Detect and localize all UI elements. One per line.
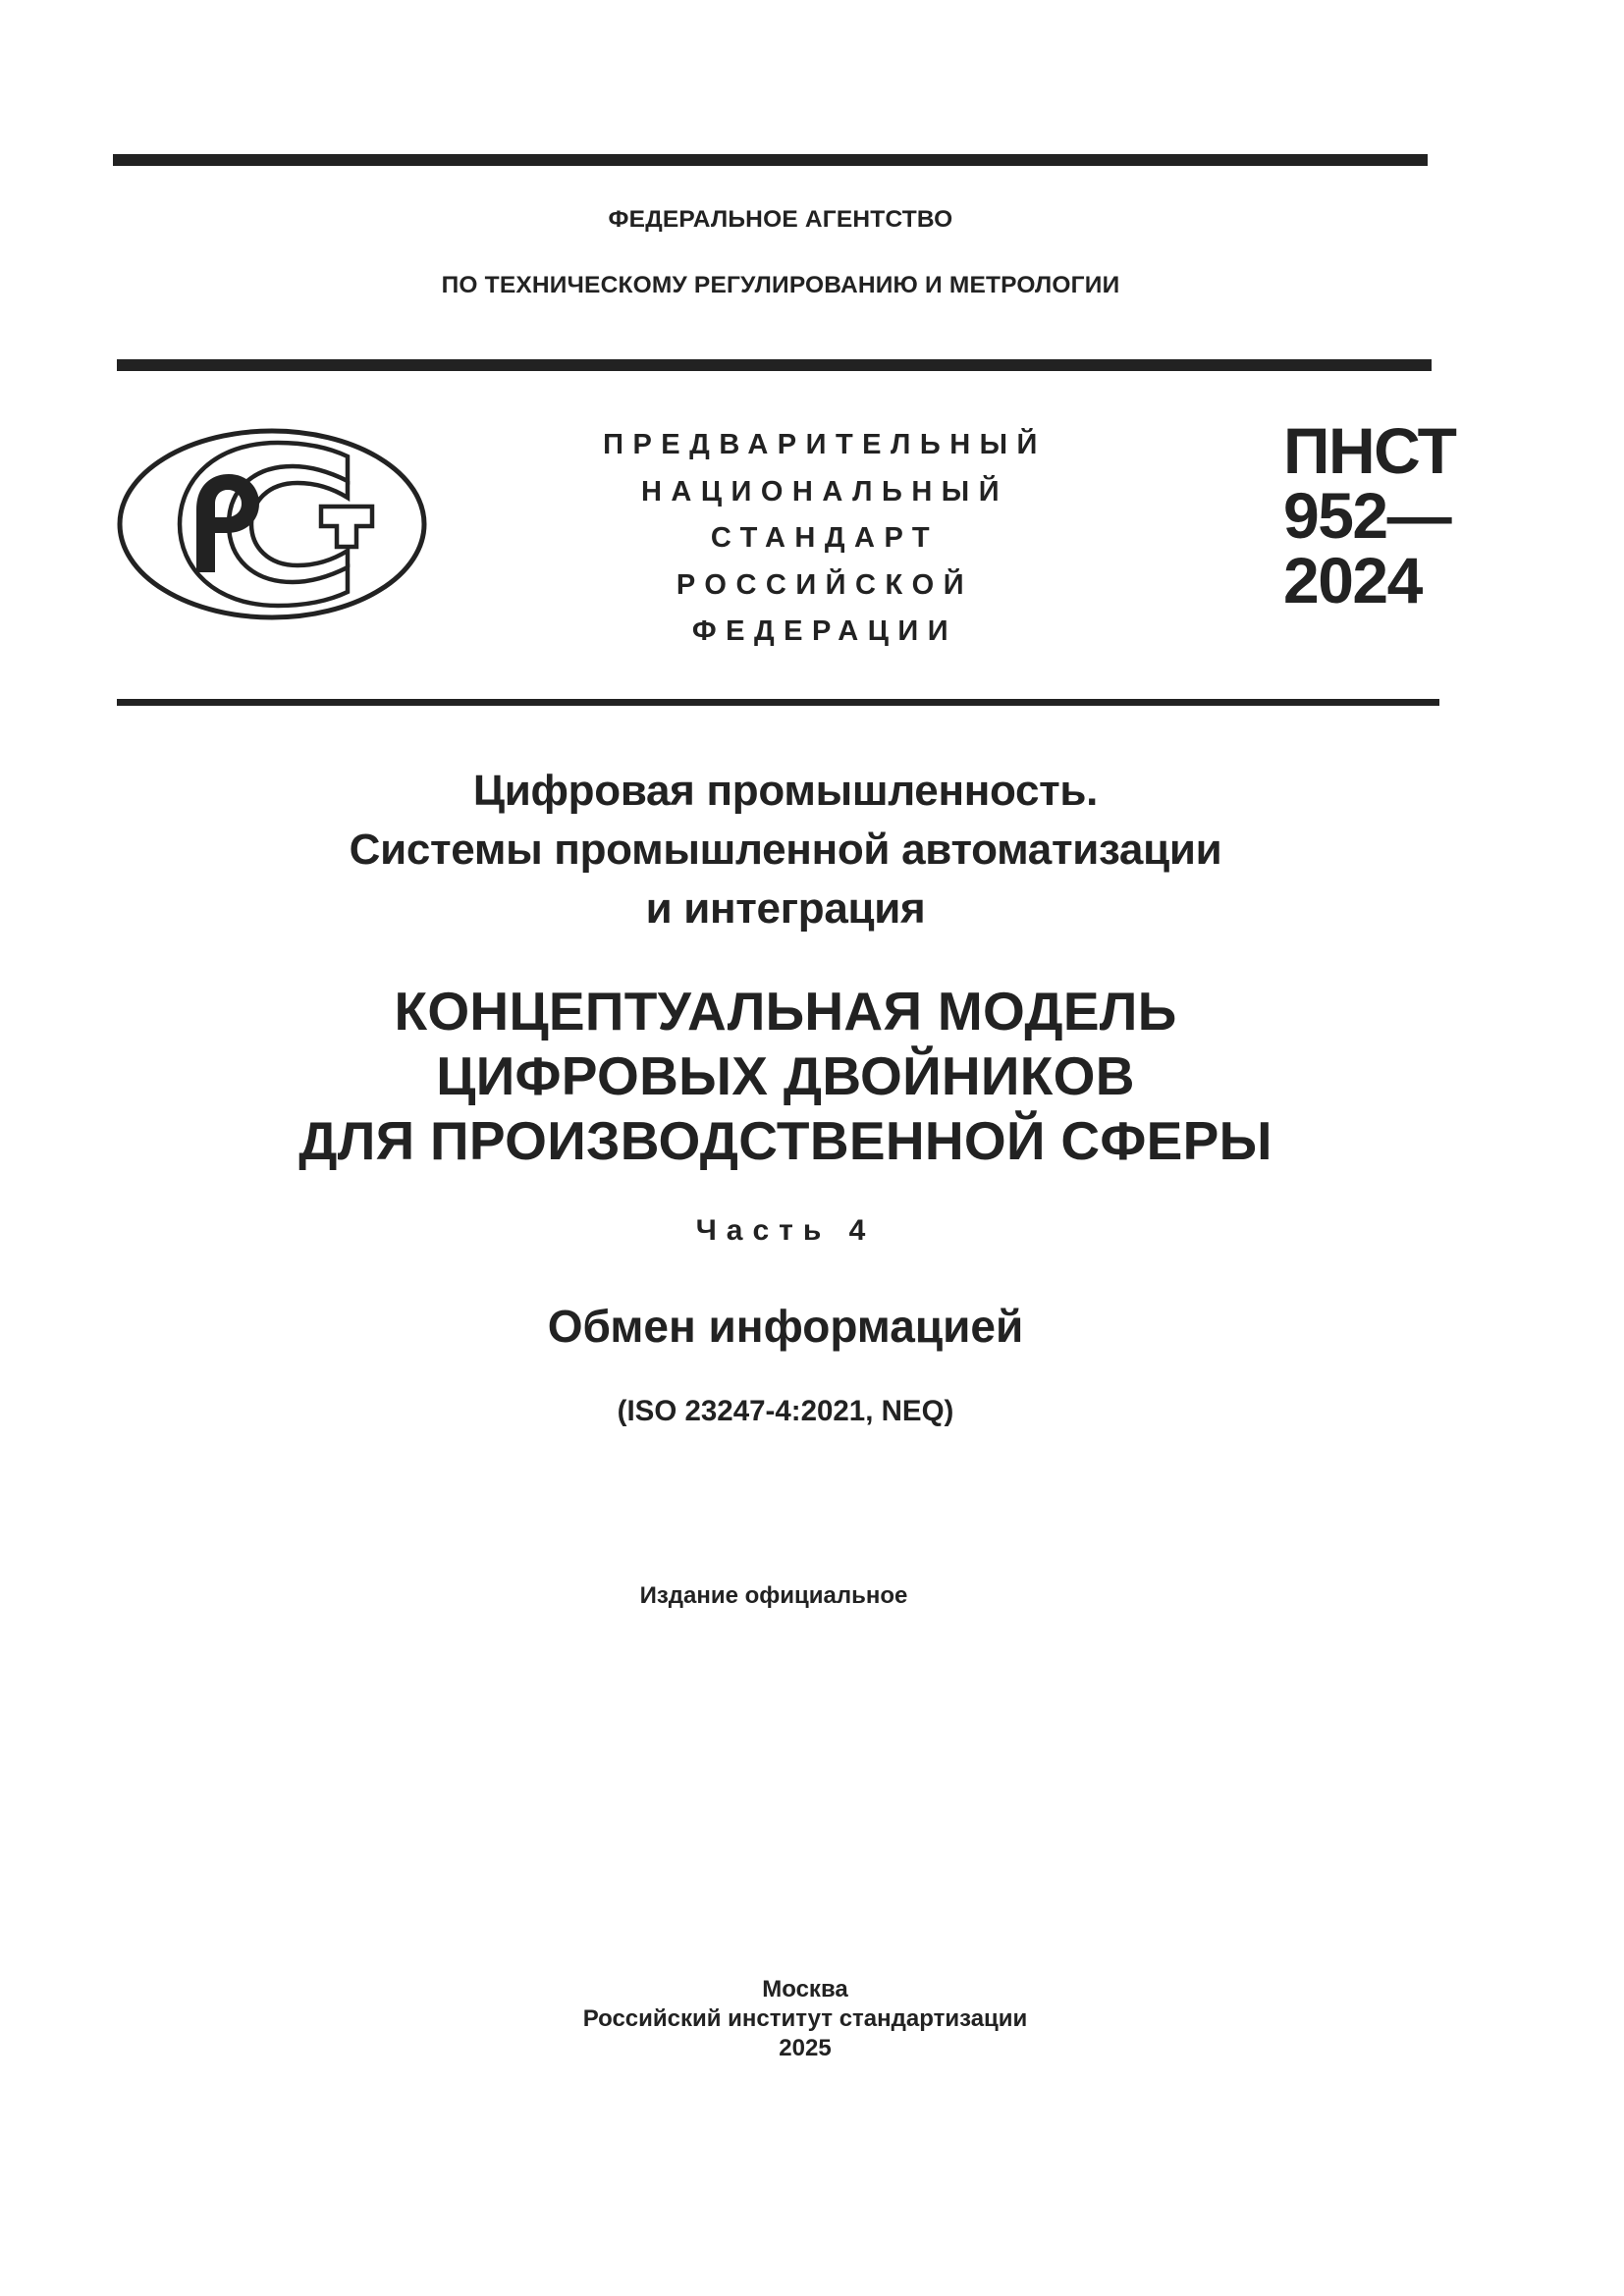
standard-type-line: РОССИЙСКОЙ xyxy=(676,568,974,601)
standard-type-line: ПРЕДВАРИТЕЛЬНЫЙ xyxy=(603,429,1047,460)
official-edition-label: Издание официальное xyxy=(639,1582,908,1609)
standard-designation xyxy=(1283,414,1480,616)
gost-rst-emblem-icon xyxy=(116,427,430,623)
designation-line: ПНСТ xyxy=(1283,414,1456,487)
standard-type-line: НАЦИОНАЛЬНЫЙ xyxy=(640,475,1009,507)
main-title-line: КОНЦЕПТУАЛЬНАЯ МОДЕЛЬ xyxy=(394,981,1177,1041)
designation-line: 952— xyxy=(1283,479,1451,552)
general-title-line: Цифровая промышленность. xyxy=(472,767,1099,815)
general-title-line: и интеграция xyxy=(645,884,926,933)
imprint-city: Москва xyxy=(762,1976,848,2002)
general-title-line: Системы промышленной автоматизации xyxy=(349,826,1222,874)
main-title-line: ДЛЯ ПРОИЗВОДСТВЕННОЙ СФЕРЫ xyxy=(298,1110,1272,1171)
standard-type-block xyxy=(550,422,1100,656)
top-rule xyxy=(113,154,1428,166)
imprint-year: 2025 xyxy=(779,2035,832,2061)
part-subtitle: Обмен информацией xyxy=(547,1301,1024,1352)
header-rule xyxy=(117,359,1432,371)
part-label: Часть 4 xyxy=(695,1214,876,1247)
main-title-line: ЦИФРОВЫХ ДВОЙНИКОВ xyxy=(436,1045,1135,1106)
imprint-publisher: Российский институт стандартизации xyxy=(582,2005,1028,2032)
standard-type-line: ФЕДЕРАЦИИ xyxy=(691,615,958,647)
iso-reference: (ISO 23247-4:2021, NEQ) xyxy=(617,1395,954,1427)
agency-name-line1: ФЕДЕРАЛЬНОЕ АГЕНТСТВО xyxy=(608,206,953,233)
title-rule xyxy=(117,699,1439,706)
agency-name-line2: ПО ТЕХНИЧЕСКОМУ РЕГУЛИРОВАНИЮ И МЕТРОЛОГИИ xyxy=(441,272,1120,298)
standard-type-line: СТАНДАРТ xyxy=(710,522,940,554)
designation-line: 2024 xyxy=(1283,544,1422,616)
